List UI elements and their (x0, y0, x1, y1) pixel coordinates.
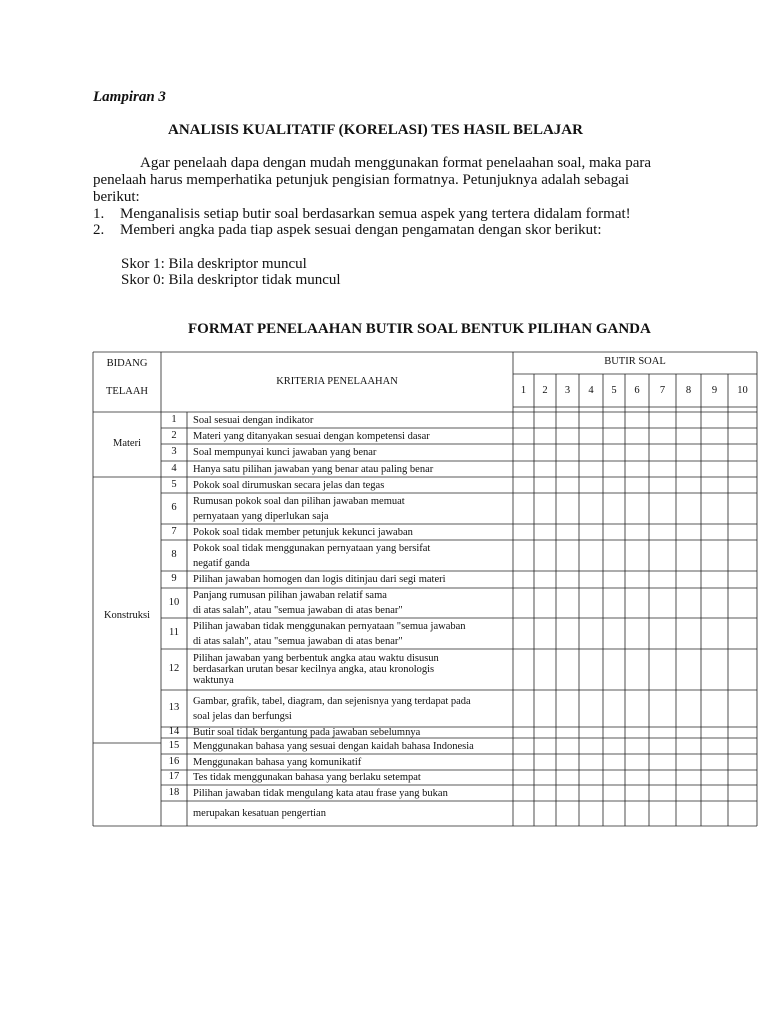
criteria-number: 18 (168, 786, 180, 798)
column-number-4: 4 (588, 385, 594, 396)
column-number-8: 8 (685, 385, 692, 396)
column-number-9: 9 (711, 385, 718, 396)
criteria-text: Butir soal tidak bergantung pada jawaban sebelumnya (193, 727, 421, 738)
criteria-number: 15 (168, 739, 180, 751)
instruction-number: 2. (93, 222, 105, 238)
criteria-number: 11 (168, 627, 180, 638)
criteria-number: 7 (171, 525, 177, 537)
header-kriteria: KRITERIA PENELAAHAN (276, 376, 398, 387)
criteria-number: 17 (168, 771, 180, 782)
instruction-item-1 (93, 206, 631, 223)
criteria-text: di atas salah", atau "semua jawaban di atas benar" (193, 605, 403, 616)
criteria-text: Materi yang ditanyakan sesuai dengan kompetensi dasar (193, 430, 430, 442)
instruction-item-2 (93, 222, 602, 239)
criteria-number: 12 (168, 663, 180, 674)
instruction-text: Memberi angka pada tiap aspek sesuai dengan pengamatan dengan skor berikut: (120, 222, 602, 238)
criteria-text: Menggunakan bahasa yang komunikatif (193, 756, 362, 768)
criteria-number: 16 (168, 755, 180, 767)
criteria-text: di atas salah", atau "semua jawaban di atas benar" (193, 635, 403, 647)
criteria-text: Menggunakan bahasa yang sesuai dengan kaidah bahasa Indonesia (193, 740, 474, 752)
column-number-10: 10 (737, 385, 748, 396)
header-telaah: TELAAH (106, 386, 148, 397)
intro-line-1: Agar penelaah dapa dengan mudah menggunakan format penelaahan soal, maka para (140, 155, 652, 171)
criteria-text: merupakan kesatuan pengertian (193, 808, 326, 819)
appendix-label: Lampiran 3 (93, 89, 166, 105)
page-title: ANALISIS KUALITATIF (KORELASI) TES HASIL BELAJAR (168, 122, 583, 138)
criteria-text: pernyataan yang diperlukan saja (193, 510, 329, 522)
criteria-text: Pilihan jawaban tidak menggunakan pernyataan "semua jawaban (193, 620, 466, 632)
column-number-2: 2 (542, 385, 548, 396)
header-bidang: BIDANG (106, 358, 148, 369)
criteria-number: 2 (171, 429, 177, 441)
section-materi: Materi (113, 438, 141, 449)
criteria-text: Gambar, grafik, tabel, diagram, dan sejenisnya yang terdapat pada (193, 695, 471, 707)
intro-line-3: berikut: (93, 189, 140, 205)
score-0-rule: Skor 0: Bila deskriptor tidak muncul (121, 272, 341, 288)
criteria-number: 9 (171, 573, 177, 584)
criteria-number: 13 (168, 702, 180, 713)
criteria-number: 3 (171, 446, 177, 457)
criteria-text: Pokok soal dirumuskan secara jelas dan tegas (193, 479, 385, 491)
format-title: FORMAT PENELAAHAN BUTIR SOAL BENTUK PILIHAN GANDA (188, 321, 651, 337)
score-1-rule: Skor 1: Bila deskriptor muncul (121, 256, 307, 272)
section-konstruksi: Konstruksi (103, 610, 151, 621)
criteria-number: 6 (171, 502, 177, 513)
intro-line-2: penelaah harus memperhatika petunjuk pengisian formatnya. Petunjuknya adalah sebagai (93, 172, 630, 188)
criteria-text: Panjang rumusan pilihan jawaban relatif sama (193, 590, 387, 601)
header-butir-soal: BUTIR SOAL (604, 356, 666, 367)
column-number-6: 6 (634, 385, 640, 396)
criteria-text: Hanya satu pilihan jawaban yang benar atau paling benar (193, 463, 434, 475)
criteria-number: 4 (171, 462, 177, 474)
criteria-number: 14 (168, 726, 180, 737)
column-number-7: 7 (659, 385, 666, 396)
instruction-number: 1. (93, 206, 105, 222)
criteria-number: 8 (171, 549, 177, 560)
instruction-text: Menganalisis setiap butir soal berdasarkan semua aspek yang tertera didalam format! (120, 206, 631, 222)
criteria-text: Soal mempunyai kunci jawaban yang benar (193, 447, 377, 458)
review-format-table (93, 352, 757, 826)
criteria-number: 5 (171, 478, 177, 490)
criteria-text: Rumusan pokok soal dan pilihan jawaban memuat (193, 495, 405, 507)
criteria-text: soal jelas dan berfungsi (193, 710, 292, 722)
column-number-5: 5 (611, 385, 617, 396)
criteria-text: Tes tidak menggunakan bahasa yang berlaku setempat (193, 772, 421, 783)
criteria-text: Pilihan jawaban tidak mengulang kata atau frase yang bukan (193, 787, 448, 799)
criteria-text: Pokok soal tidak menggunakan pernyataan yang bersifat (193, 542, 431, 554)
column-number-1: 1 (520, 385, 527, 396)
criteria-text: Pokok soal tidak member petunjuk kekunci jawaban (193, 526, 413, 538)
criteria-text: berdasarkan urutan besar kecilnya angka, atau kronologis (193, 664, 435, 675)
criteria-text: negatif ganda (193, 557, 250, 569)
criteria-text: Pilihan jawaban yang berbentuk angka atau waktu disusun (193, 653, 439, 664)
criteria-text: waktunya (193, 675, 234, 686)
column-number-3: 3 (564, 385, 571, 396)
criteria-number: 1 (171, 413, 177, 425)
criteria-text: Soal sesuai dengan indikator (193, 414, 314, 426)
criteria-text: Pilihan jawaban homogen dan logis ditinjau dari segi materi (193, 574, 446, 585)
criteria-number: 10 (168, 596, 180, 608)
